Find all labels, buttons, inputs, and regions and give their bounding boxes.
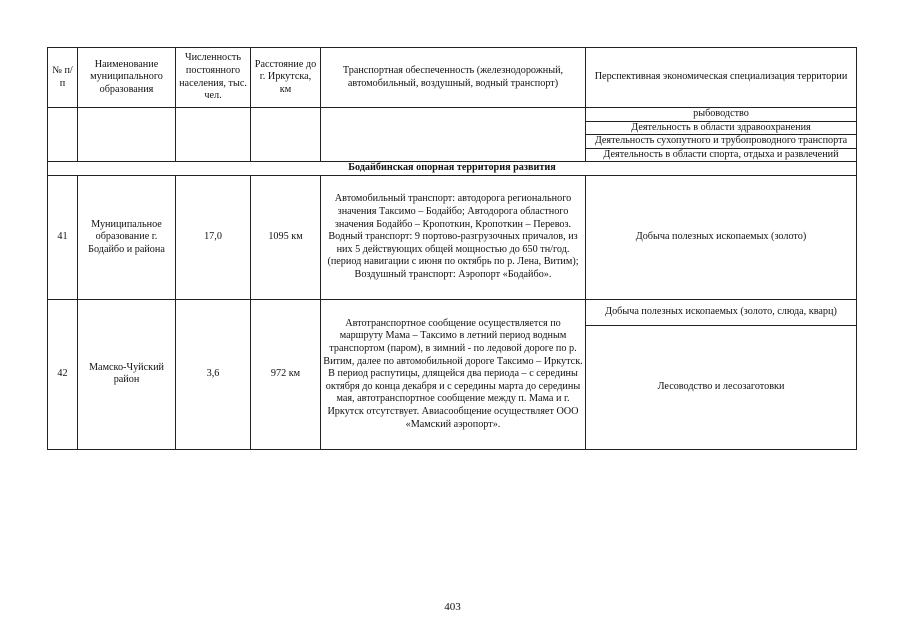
cell-distance: 972 км bbox=[251, 299, 321, 449]
page-number: 403 bbox=[444, 601, 461, 613]
header-name: Наименование муниципального образования bbox=[78, 48, 176, 108]
cell-transport bbox=[321, 108, 586, 162]
cell-specialization: Добыча полезных ископаемых (золото) bbox=[586, 175, 857, 299]
cell-specialization: Деятельность в области здравоохранения bbox=[586, 121, 857, 135]
table-row bbox=[48, 299, 857, 325]
section-title: Бодайбинская опорная территория развития bbox=[48, 162, 857, 176]
cell-population: 3,6 bbox=[176, 299, 251, 449]
cell-population bbox=[176, 108, 251, 162]
section-row bbox=[48, 162, 857, 176]
cell-transport: Автомобильный транспорт: автодорога регионального значения Таксимо – Бодайбо; Автодорога областного значения Бодайбо – Кропоткин, Кропоткин – Перевоз. Водный транспорт: 9 портово-разгрузочных причалов, из них 5 действующих общей мощностью до 650 тн/год. (период навигации с июня по октябрь по р. Лена, Витим); Воздушный транспорт: Аэропорт «Бодайбо». bbox=[321, 175, 586, 299]
header-transport: Транспортная обеспеченность (железнодорожный, автомобильный, воздушный, водный транспорт) bbox=[321, 48, 586, 108]
header-row bbox=[48, 48, 857, 108]
cell-num: 41 bbox=[48, 175, 78, 299]
cell-num bbox=[48, 108, 78, 162]
cell-distance bbox=[251, 108, 321, 162]
cell-transport: Автотранспортное сообщение осуществляется по маршруту Мама – Таксимо в летний период водным транспортом (паром), в зимний - по ледовой дороге по р. Витим, далее по автомобильной дороге Таксимо – Иркутск. В период распутицы, длящейся два периода – с середины октября до конца декабря и с середины марта до середины мая, автотранспортное сообщение между п. Мама и г. Иркутск отсутствует. Авиасообщение осуществляет ООО «Мамский аэропорт». bbox=[321, 299, 586, 449]
cell-specialization: Лесоводство и лесозаготовки bbox=[586, 325, 857, 449]
cell-distance: 1095 км bbox=[251, 175, 321, 299]
cell-name: Муниципальное образование г. Бодайбо и района bbox=[78, 175, 176, 299]
header-population: Численность постоянного населения, тыс. чел. bbox=[176, 48, 251, 108]
header-num: № п/п bbox=[48, 48, 78, 108]
cell-specialization: Деятельность в области спорта, отдыха и развлечений bbox=[586, 148, 857, 162]
table-row bbox=[48, 108, 857, 122]
cell-specialization: Деятельность сухопутного и трубопроводного транспорта bbox=[586, 135, 857, 149]
cell-specialization: Добыча полезных ископаемых (золото, слюда, кварц) bbox=[586, 299, 857, 325]
header-specialization: Перспективная экономическая специализация территории bbox=[586, 48, 857, 108]
header-distance: Расстояние до г. Иркутска, км bbox=[251, 48, 321, 108]
cell-specialization: рыбоводство bbox=[586, 108, 857, 122]
table-row bbox=[48, 175, 857, 299]
cell-name bbox=[78, 108, 176, 162]
cell-population: 17,0 bbox=[176, 175, 251, 299]
territory-table bbox=[47, 47, 857, 450]
cell-name: Мамско-Чуйский район bbox=[78, 299, 176, 449]
cell-num: 42 bbox=[48, 299, 78, 449]
